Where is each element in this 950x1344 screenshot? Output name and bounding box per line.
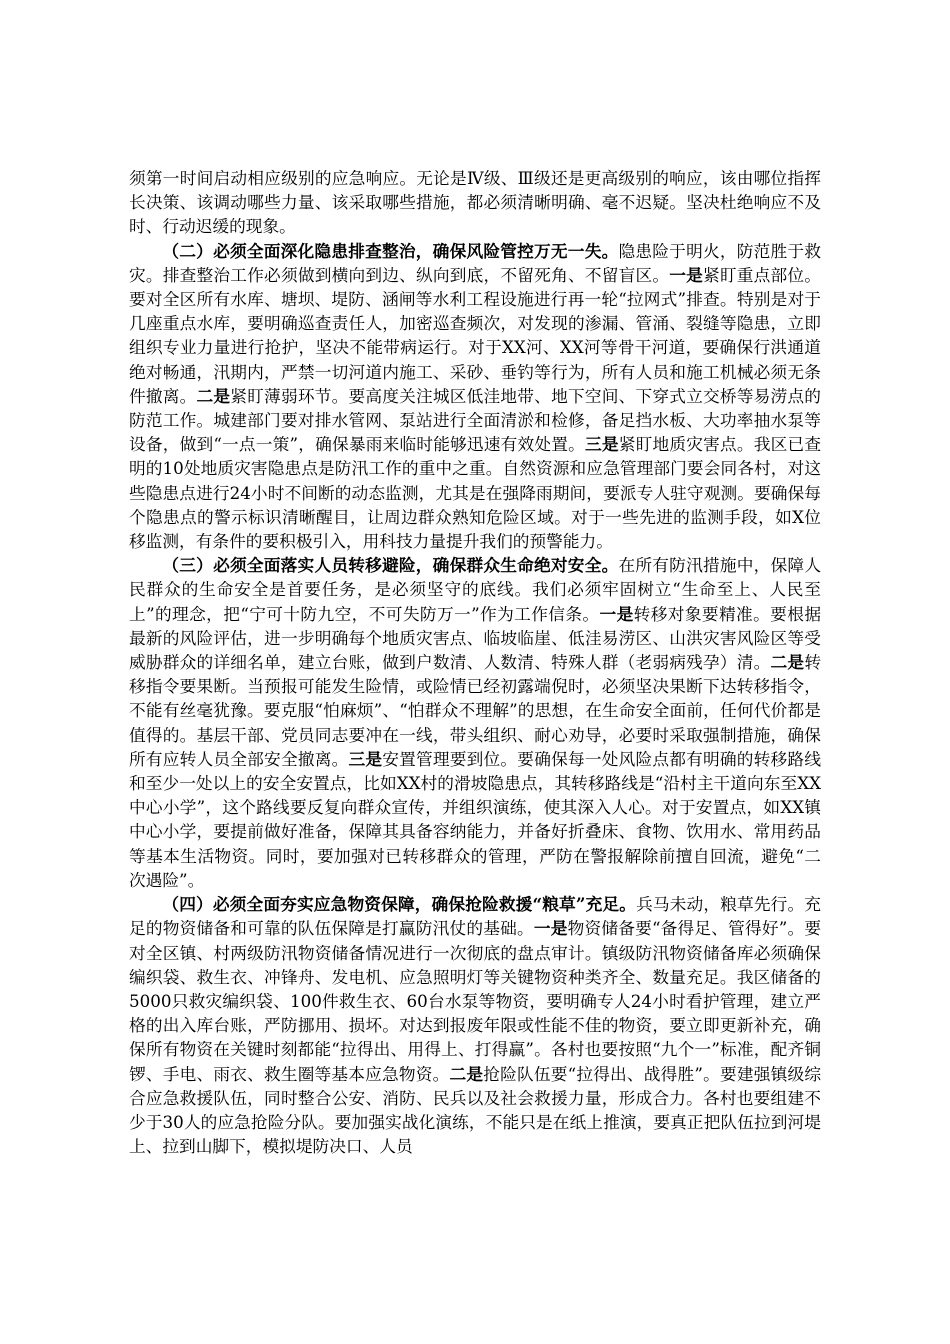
text-run: 转移指令要果断。当预报可能发生险情，或险情已经初露端倪时，必须坚决果断下达转移指令，不能有丝毫犹豫。要克服“怕麻烦”、“怕群众不理解”的思想，在生命安全面前，任何代价都是值得的。基层干部、党员同志要冲在一线，带头组织、耐心劝导，必要时采取强制措施，确保所有应转人员全部安全撤离。 — [129, 652, 821, 769]
text-run: 安置管理要到位。要确保每一处风险点都有明确的转移路线和至少一处以上的安全安置点，比如XX村的滑坡隐患点，其转移路线是“沿村主干道向东至XX中心小学”，这个路线要反复向群众宣传，并组织演练，使其深入人心。对于安置点，如XX镇中心小学，要提前做好准备，保障其具备容纳能力，并备好折叠床、食物、饮用水、常用药品等基本生活物资。同时，要加强对已转移群众的管理，严防在警报解除前擅自回流，避免“二次遇险”。 — [129, 748, 822, 890]
paragraph — [129, 553, 821, 892]
bold-text-run: 一是 — [669, 264, 704, 285]
text-run: 隐患险于明火，防范胜于救灾。排查整治工作必须做到横向到边、纵向到底，不留死角、不留盲区。 — [129, 240, 822, 285]
text-run: 紧盯薄弱环节。要高度关注城区低洼地带、地下空间、下穿式立交桥等易涝点的防范工作。城建部门要对排水管网、泵站进行全面清淤和检修，备足挡水板、大功率抽水泵等设备，做到“一点一策”，确保暴雨来临时能够迅速有效处置。 — [129, 385, 821, 455]
text-run: 抢险队伍要“拉得出、战得胜”。要建强镇级综合应急救援队伍，同时整合公安、消防、民兵以及社会救援力量，形成合力。各村也要组建不少于30人的应急抢险分队。要加强实战化演练，不能只是在纸上推演，要真正把队伍拉到河堤上、拉到山脚下，模拟堤防决口、人员 — [129, 1063, 822, 1157]
text-run: 在所有防汛措施中，保障人民群众的生命安全是首要任务，是必须坚守的底线。我们必须牢固树立“生命至上、人民至上”的理念，把“宁可十防九空，不可失防万一”作为工作信条。 — [129, 555, 822, 624]
text-run: 转移对象要精准。要根据最新的风险评估，进一步明确每个地质灾害点、临坡临崖、低洼易涝区、山洪灾害风险区等受威胁群众的详细名单，建立台账，做到户数清、人数清、特殊人群（老弱病残孕）清。 — [129, 603, 822, 673]
bold-text-run: 二是 — [770, 652, 805, 673]
text-run: 物资储备要“备得足、管得好”。要对全区镇、村两级防汛物资储备情况进行一次彻底的盘点审计。镇级防汛物资储备库必须确保编织袋、救生衣、冲锋舟、发电机、应急照明灯等关键物资种类齐全、数量充足。我区储备的5000只救灾编织袋、100件救生衣、60台水泵等物资，要明确专人24小时看护管理，建立严格的出入库台账，严防挪用、损坏。对达到报废年限或性能不佳的物资，要立即更新补充，确保所有物资在关键时刻都能“拉得出、用得上、打得赢”。各村也要按照“九个一”标准，配齐铜锣、手电、雨衣、救生圈等基本应急物资。 — [129, 918, 822, 1084]
bold-text-run: 三是 — [585, 434, 619, 455]
paragraph — [129, 239, 821, 554]
bold-text-run: （二）必须全面深化隐患排查整治，确保风险管控万无一失。 — [162, 240, 619, 261]
bold-text-run: （三）必须全面落实人员转移避险，确保群众生命绝对安全。 — [162, 555, 619, 576]
bold-text-run: 一是 — [533, 918, 568, 939]
document-body — [129, 166, 821, 1158]
text-run: 紧盯重点部位。要对全区所有水库、塘坝、堤防、涵闸等水利工程设施进行再一轮“拉网式”排查。特别是对于几座重点水库，要明确巡查责任人，加密巡查频次，对发现的渗漏、管涌、裂缝等隐患，立即组织专业力量进行抢护，坚决不能带病运行。对于XX河、XX河等骨干河道，要确保行洪通道绝对畅通，汛期内，严禁一切河道内施工、采砂、垂钓等行为，所有人员和施工机械必须无条件撤离。 — [129, 264, 821, 406]
bold-text-run: （四）必须全面夯实应急物资保障，确保抢险救援“粮草”充足。 — [162, 894, 637, 915]
text-run: 兵马未动，粮草先行。充足的物资储备和可靠的队伍保障是打赢防汛仗的基础。 — [129, 894, 821, 939]
bold-text-run: 二是 — [196, 385, 231, 406]
bold-text-run: 一是 — [599, 603, 634, 624]
bold-text-run: 三是 — [348, 748, 383, 769]
text-run: 紧盯地质灾害点。我区已查明的10处地质灾害隐患点是防汛工作的重中之重。自然资源和应急管理部门要会同各村，对这些隐患点进行24小时不间断的动态监测，尤其是在强降雨期间，要派专人驻守观测。要确保每个隐患点的警示标识清晰醒目，让周边群众熟知危险区域。对于一些先进的监测手段，如X位移监测，有条件的要积极引入，用科技力量提升我们的预警能力。 — [129, 434, 822, 552]
paragraph — [129, 166, 821, 239]
paragraph — [129, 892, 821, 1158]
bold-text-run: 二是 — [449, 1063, 484, 1084]
text-run: 须第一时间启动相应级别的应急响应。无论是Ⅳ级、Ⅲ级还是更高级别的响应，该由哪位指挥长决策、该调动哪些力量、该采取哪些措施，都必须清晰明确、毫不迟疑。坚决杜绝响应不及时、行动迟缓的现象。 — [129, 168, 821, 237]
